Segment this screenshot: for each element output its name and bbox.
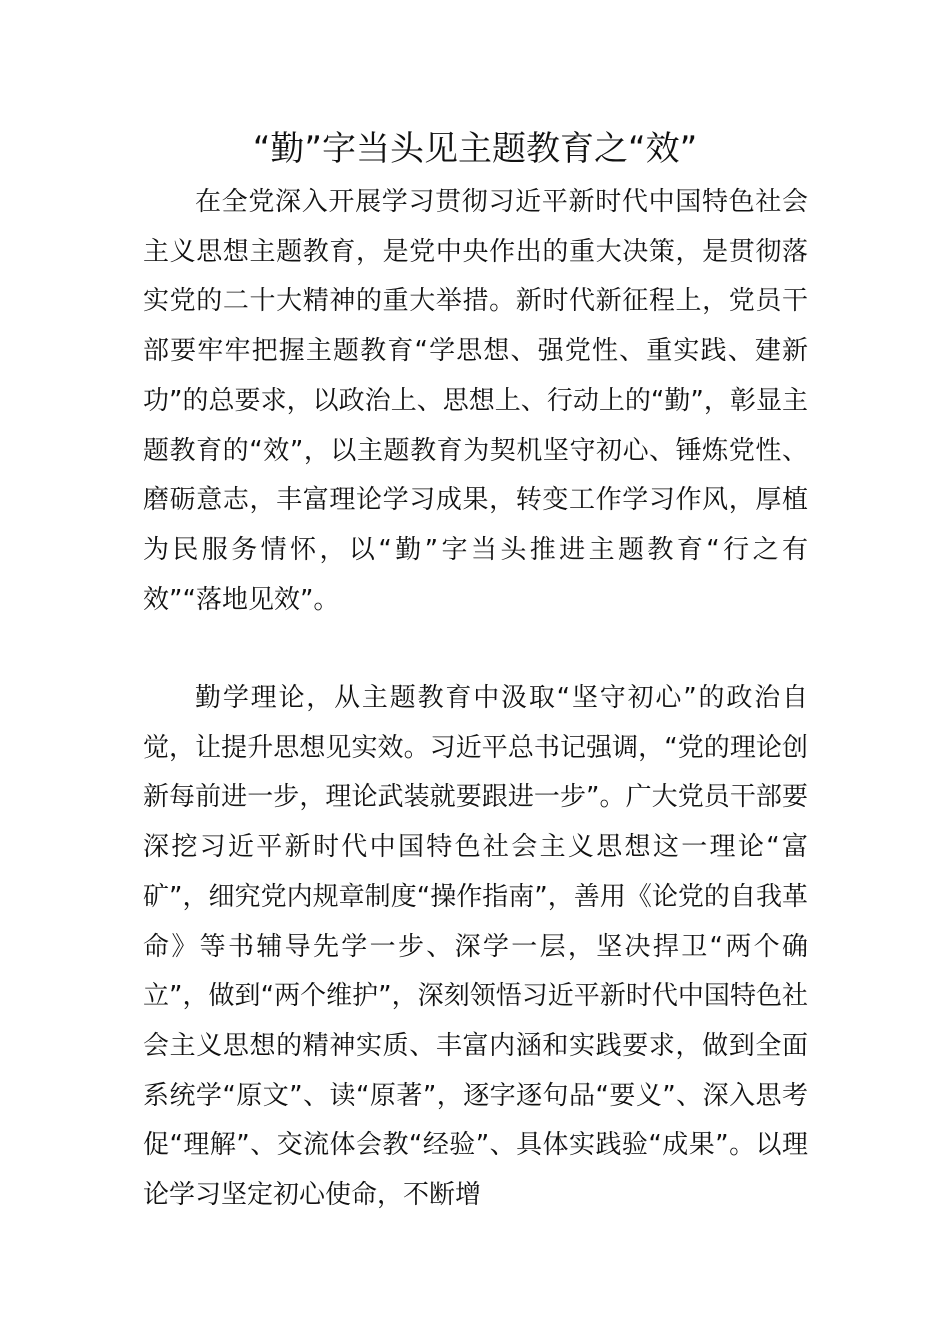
document-title: “勤”字当头见主题教育之“效” [252, 129, 698, 169]
paragraph-study-theory: 勤学理论，从主题教育中汲取“坚守初心”的政治自觉，让提升思想见实效。习近平总书记强调，“党的理论创新每前进一步，理论武装就要跟进一步”。广大党员干部要深挖习近平新时代中国特色社会主义思想这一理论“富矿”，细究党内规章制度“操作指南”，善用《论党的自我革命》等书辅导先学一步、深学一层，坚决捍卫“两个确立”，做到“两个维护”，深刻领悟习近平新时代中国特色社会主义思想的精神实质、丰富内涵和实践要求，做到全面系统学“原文”、读“原著”，逐字逐句品“要义”、深入思考促“理解”、交流体会教“经验”、具体实践验“成果”。以理论学习坚定初心使命，不断增 [143, 683, 808, 1211]
paragraph-intro: 在全党深入开展学习贯彻习近平新时代中国特色社会主义思想主题教育，是党中央作出的重大决策，是贯彻落实党的二十大精神的重大举措。新时代新征程上，党员干部要牢牢把握主题教育“学思想、强党性、重实践、建新功”的总要求，以政治上、思想上、行动上的“勤”，彰显主题教育的“效”，以主题教育为契机坚守初心、锤炼党性、磨砺意志，丰富理论学习成果，转变工作学习作风，厚植为民服务情怀，以“勤”字当头推进主题教育“行之有效”“落地见效”。 [143, 187, 808, 615]
